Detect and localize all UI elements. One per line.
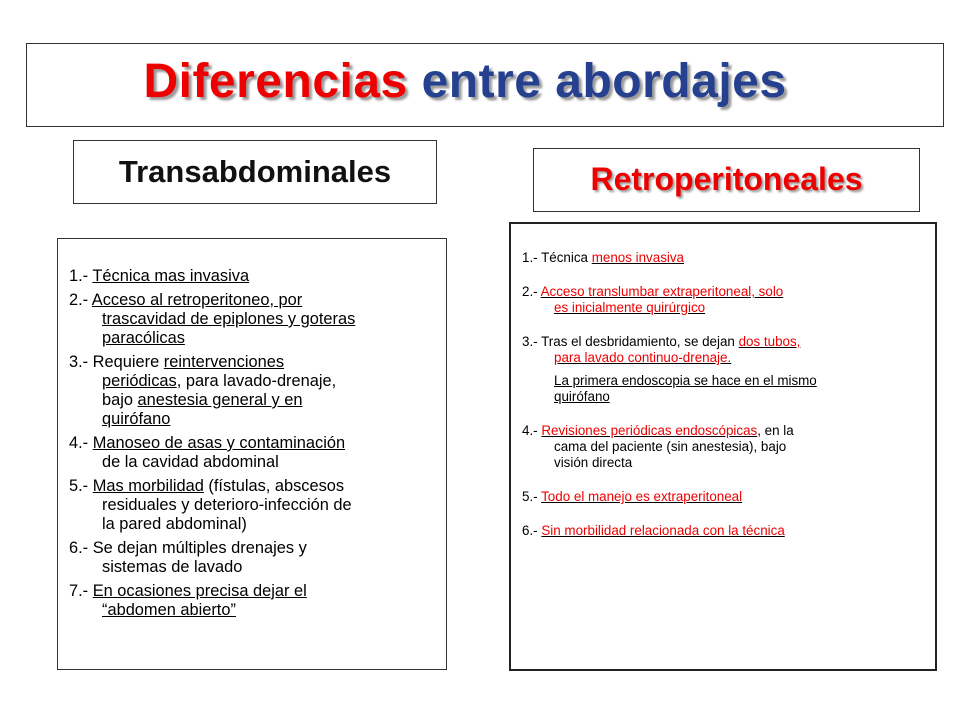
title-box bbox=[26, 43, 944, 127]
page-title bbox=[27, 54, 943, 109]
transabdominales-list bbox=[69, 267, 439, 625]
list-item: 4.- Revisiones periódicas endoscópicas, en la cama del paciente (sin anestesia), bajo visión directa bbox=[522, 423, 794, 470]
list-item: 1.- Técnica menos invasiva bbox=[522, 250, 685, 265]
title-word-diferencias: Diferencias bbox=[143, 55, 408, 108]
list-item: 3.- Tras el desbridamiento, se dejan dos tubos, para lavado continuo-drenaje. bbox=[522, 334, 801, 365]
retroperitoneales-heading: Retroperitoneales bbox=[590, 161, 863, 197]
retroperitoneales-list bbox=[522, 250, 927, 557]
retroperitoneales-heading-box bbox=[533, 148, 920, 212]
list-item: 6.- Sin morbilidad relacionada con la técnica bbox=[522, 523, 785, 538]
retroperitoneales-panel bbox=[509, 222, 937, 671]
title-word-rest: entre abordajes bbox=[421, 55, 787, 108]
transabdominales-heading: Transabdominales bbox=[118, 154, 392, 189]
list-item: 3.- Requiere reintervenciones periódicas, para lavado-drenaje, bajo anestesia general y en quirófano bbox=[69, 353, 337, 428]
list-item: La primera endoscopia se hace en el mismo quirófano bbox=[554, 373, 817, 404]
list-item: 5.- Mas morbilidad (fístulas, abscesos residuales y deterioro-infección de la pared abdominal) bbox=[69, 477, 352, 533]
transabdominales-heading-box bbox=[73, 140, 437, 204]
list-item: 7.- En ocasiones precisa dejar el “abdomen abierto” bbox=[69, 582, 307, 619]
list-item: 2.- Acceso translumbar extraperitoneal, solo es inicialmente quirúrgico bbox=[522, 284, 784, 315]
list-item: 1.- Técnica mas invasiva bbox=[69, 267, 250, 285]
transabdominales-panel bbox=[57, 238, 447, 670]
list-item: 2.- Acceso al retroperitoneo, por trascavidad de epiplones y goteras paracólicas bbox=[69, 291, 356, 347]
list-item: 5.- Todo el manejo es extraperitoneal bbox=[522, 489, 743, 504]
list-item: 6.- Se dejan múltiples drenajes y sistemas de lavado bbox=[69, 539, 307, 576]
list-item: 4.- Manoseo de asas y contaminación de la cavidad abdominal bbox=[69, 434, 346, 471]
